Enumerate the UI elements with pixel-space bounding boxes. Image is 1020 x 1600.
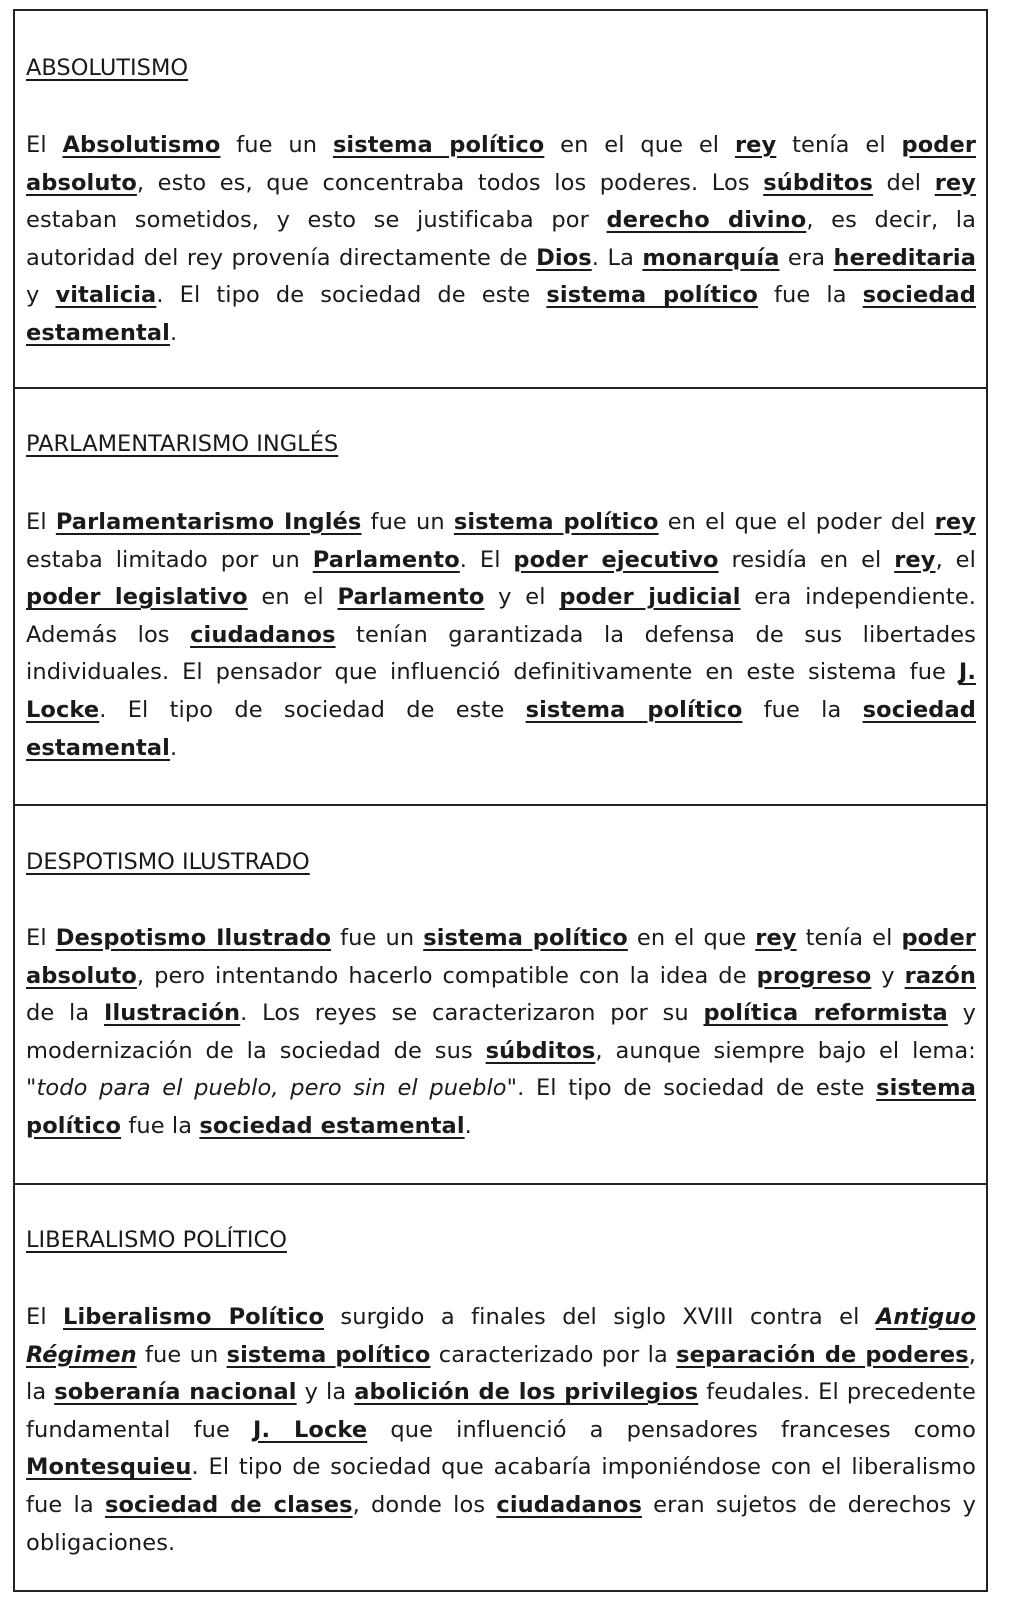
body-text: . xyxy=(464,1112,472,1139)
body-text: caracterizado por la xyxy=(430,1341,677,1368)
body-text: . Los reyes se caracterizaron por su xyxy=(240,1000,704,1027)
section-paragraph xyxy=(26,1299,976,1562)
body-text: en el que el poder del xyxy=(658,509,935,535)
key-term: sociedad estamental xyxy=(26,696,976,761)
section-absolutismo xyxy=(15,11,986,389)
key-term: sistema político xyxy=(546,282,758,309)
key-term: rey xyxy=(755,925,797,951)
key-term: sociedad de clases xyxy=(104,1491,353,1518)
body-text: tenía el xyxy=(776,132,902,158)
key-term: Ilustración xyxy=(104,1000,241,1027)
body-text: El xyxy=(26,1304,64,1330)
body-text: y la xyxy=(296,1379,355,1406)
body-text: tenía el xyxy=(796,925,902,951)
body-text: en el que el xyxy=(544,132,735,158)
key-term: monarquía xyxy=(642,244,780,271)
content-table xyxy=(13,9,988,1592)
body-text: que influenció a pensadores franceses como xyxy=(367,1416,976,1443)
body-text: del xyxy=(872,169,935,196)
key-term: progreso xyxy=(756,962,872,989)
key-term: rey xyxy=(894,546,936,573)
key-term: ciudadanos xyxy=(496,1491,642,1518)
body-text: fue la xyxy=(758,282,863,309)
section-parlamentarismo xyxy=(15,389,986,806)
key-term: J. Locke xyxy=(26,659,976,723)
key-term: sistema político xyxy=(332,132,545,158)
body-text: de la xyxy=(26,1000,105,1027)
body-text: . El tipo de sociedad de este xyxy=(99,696,526,723)
key-term: Parlamento xyxy=(337,584,485,611)
body-text: . El xyxy=(459,546,514,573)
key-term: soberanía nacional xyxy=(54,1379,297,1406)
section-heading: ABSOLUTISMO xyxy=(26,55,189,81)
key-term: rey xyxy=(934,169,977,196)
section-liberalismo xyxy=(15,1185,986,1592)
key-term: sistema político xyxy=(453,509,659,535)
key-term: separación de poderes xyxy=(676,1341,969,1368)
body-text: . El tipo de sociedad de este xyxy=(517,1075,877,1102)
key-term: Antiguo Régimen xyxy=(26,1304,977,1368)
key-term: hereditaria xyxy=(833,244,977,271)
body-text: fue un xyxy=(220,132,333,158)
body-text: estaba limitado por un xyxy=(26,546,313,573)
body-text: El xyxy=(26,132,63,158)
key-term: súbditos xyxy=(485,1037,596,1064)
key-term: poder ejecutivo xyxy=(513,546,719,573)
section-heading: LIBERALISMO POLÍTICO xyxy=(26,1227,287,1253)
body-text: surgido a finales del siglo XVIII contra el xyxy=(324,1304,876,1330)
section-paragraph xyxy=(26,127,976,353)
key-term: Parlamento xyxy=(312,546,460,573)
body-text: . xyxy=(169,734,178,761)
key-term: sociedad estamental xyxy=(26,282,977,346)
body-text: en el que xyxy=(627,925,756,951)
key-term: Liberalismo Político xyxy=(63,1304,325,1330)
body-text: . xyxy=(169,319,178,346)
body-text: fue la xyxy=(742,696,863,723)
body-text: y el xyxy=(484,584,560,611)
section-paragraph xyxy=(26,504,976,767)
key-term: vitalicia xyxy=(55,282,157,309)
body-text: en el xyxy=(247,584,338,611)
body-text: fue un xyxy=(331,925,424,951)
key-term: rey xyxy=(734,132,777,158)
body-text: y xyxy=(871,962,905,989)
section-heading: PARLAMENTARISMO INGLÉS xyxy=(26,431,339,457)
body-text: y xyxy=(26,282,56,309)
body-text: fue un xyxy=(136,1341,227,1368)
body-text: fue un xyxy=(361,509,454,535)
section-paragraph xyxy=(26,920,976,1146)
key-term: Despotismo Ilustrado xyxy=(55,925,332,951)
key-term: poder absoluto xyxy=(26,132,977,196)
key-term: rey xyxy=(934,509,976,535)
body-text: fue la xyxy=(121,1112,200,1139)
key-term: derecho divino xyxy=(606,207,807,234)
key-term: Absolutismo xyxy=(62,132,221,158)
body-text: , pero intentando hacerlo compatible con la idea de xyxy=(136,962,757,989)
section-heading: DESPOTISMO ILUSTRADO xyxy=(26,849,310,875)
key-term: sistema político xyxy=(226,1341,431,1368)
key-term: J. Locke xyxy=(253,1416,368,1443)
key-term: sistema político xyxy=(525,696,743,723)
body-text: residía en el xyxy=(718,546,895,573)
quote-text: "todo para el pueblo, pero sin el pueblo" xyxy=(26,1075,518,1102)
body-text: feudales. El precedente fundamental fue xyxy=(26,1379,976,1443)
body-text: , la xyxy=(26,1341,976,1406)
body-text: . El tipo de sociedad de este xyxy=(156,282,547,309)
body-text: . La xyxy=(591,244,643,271)
key-term: Parlamentarismo Inglés xyxy=(55,509,362,535)
section-despotismo xyxy=(15,806,986,1185)
body-text: . El tipo de sociedad que acabaría imponiéndose con el liberalismo fue la xyxy=(26,1454,976,1518)
body-text: , esto es, que concentraba todos los poderes. Los xyxy=(136,169,764,196)
body-text: estaban sometidos, y esto se justificaba por xyxy=(26,207,607,234)
key-term: Montesquieu xyxy=(26,1454,192,1481)
key-term: sistema político xyxy=(26,1075,976,1139)
body-text: , donde los xyxy=(352,1491,497,1518)
body-text: y modernización de la sociedad de sus xyxy=(26,1000,976,1064)
key-term: poder judicial xyxy=(559,584,741,611)
key-term: sistema político xyxy=(423,925,628,951)
body-text: eran sujetos de derechos y obligaciones. xyxy=(26,1491,976,1556)
key-term: razón xyxy=(904,962,976,989)
key-term: poder legislativo xyxy=(26,584,248,611)
body-text: tenían garantizada la defensa de sus libertades individuales. El pensador que influenció definitivamente en este sistema fue xyxy=(26,621,976,686)
body-text: , aunque siempre bajo el lema: xyxy=(595,1037,976,1064)
body-text: , el xyxy=(935,546,976,573)
key-term: ciudadanos xyxy=(190,621,336,648)
key-term: sociedad estamental xyxy=(199,1112,465,1139)
key-term: poder absoluto xyxy=(26,925,976,989)
key-term: Dios xyxy=(536,244,592,271)
body-text: era independiente. Además los xyxy=(26,584,977,648)
body-text: El xyxy=(26,925,56,951)
key-term: súbditos xyxy=(763,169,873,196)
body-text: El xyxy=(26,509,56,535)
key-term: política reformista xyxy=(703,1000,948,1027)
body-text: era xyxy=(779,244,834,271)
key-term: abolición de los privilegios xyxy=(354,1379,699,1406)
body-text: , es decir, la autoridad del rey provenía directamente de xyxy=(26,207,977,271)
